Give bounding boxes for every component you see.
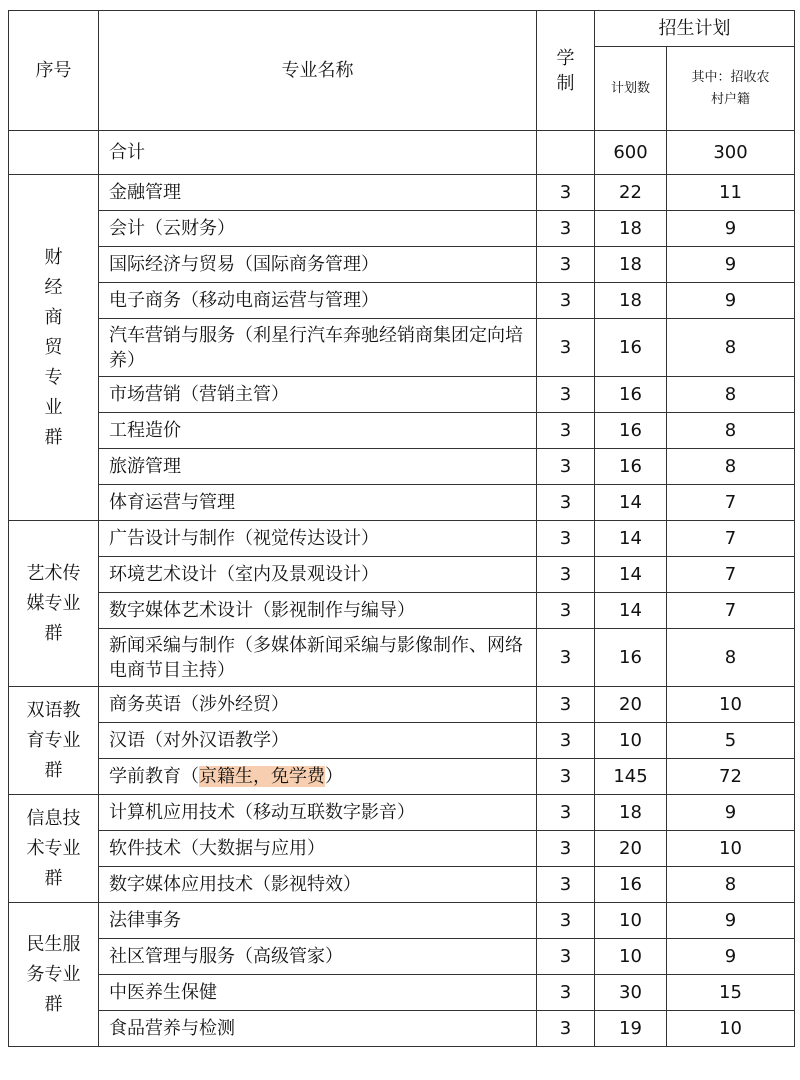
table-row (9, 975, 795, 1011)
major-name: 汽车营销与服务（利星行汽车奔驰经销商集团定向培养） (99, 319, 537, 377)
duration: 3 (537, 629, 595, 687)
major-name: 计算机应用技术（移动互联数字影音） (99, 795, 537, 831)
major-name: 市场营销（营销主管） (99, 377, 537, 413)
major-name: 商务英语（涉外经贸） (99, 687, 537, 723)
rural-count: 7 (667, 485, 795, 521)
duration: 3 (537, 939, 595, 975)
table-row (9, 867, 795, 903)
table-row (9, 377, 795, 413)
plan-count: 30 (595, 975, 667, 1011)
rural-count: 11 (667, 175, 795, 211)
plan-count: 10 (595, 903, 667, 939)
major-name: 社区管理与服务（高级管家） (99, 939, 537, 975)
table-row (9, 175, 795, 211)
table-row (9, 211, 795, 247)
duration: 3 (537, 377, 595, 413)
plan-count: 18 (595, 795, 667, 831)
rural-count: 8 (667, 867, 795, 903)
duration: 3 (537, 485, 595, 521)
plan-count: 16 (595, 377, 667, 413)
duration: 3 (537, 247, 595, 283)
table-row (9, 319, 795, 377)
major-name: 环境艺术设计（室内及景观设计） (99, 557, 537, 593)
highlighted-note: 京籍生，免学费 (199, 766, 325, 787)
duration: 3 (537, 593, 595, 629)
rural-count: 8 (667, 377, 795, 413)
table-row (9, 831, 795, 867)
plan-count: 20 (595, 687, 667, 723)
table-row (9, 903, 795, 939)
duration: 3 (537, 975, 595, 1011)
duration: 3 (537, 903, 595, 939)
duration: 3 (537, 283, 595, 319)
plan-count: 18 (595, 283, 667, 319)
plan-count: 19 (595, 1011, 667, 1047)
major-name: 旅游管理 (99, 449, 537, 485)
plan-count: 10 (595, 939, 667, 975)
header-duration: 学制 (537, 11, 595, 131)
total-plan: 600 (595, 131, 667, 175)
rural-count: 7 (667, 521, 795, 557)
table-row (9, 557, 795, 593)
plan-count: 16 (595, 449, 667, 485)
major-name: 新闻采编与制作（多媒体新闻采编与影像制作、网络电商节目主持） (99, 629, 537, 687)
rural-count: 8 (667, 319, 795, 377)
major-name: 体育运营与管理 (99, 485, 537, 521)
duration: 3 (537, 319, 595, 377)
major-name: 中医养生保健 (99, 975, 537, 1011)
plan-count: 20 (595, 831, 667, 867)
enrollment-plan-table-wrapper (8, 10, 795, 1047)
duration: 3 (537, 1011, 595, 1047)
plan-count: 16 (595, 413, 667, 449)
duration: 3 (537, 723, 595, 759)
total-label: 合计 (99, 131, 537, 175)
group-name: 双语教育专业群 (9, 687, 99, 795)
rural-count: 8 (667, 413, 795, 449)
major-name: 食品营养与检测 (99, 1011, 537, 1047)
rural-count: 9 (667, 211, 795, 247)
major-name: 数字媒体艺术设计（影视制作与编导） (99, 593, 537, 629)
table-body (9, 175, 795, 1047)
header-major-name: 专业名称 (99, 11, 537, 131)
duration: 3 (537, 831, 595, 867)
major-name: 数字媒体应用技术（影视特效） (99, 867, 537, 903)
table-row (9, 449, 795, 485)
major-name: 学前教育（京籍生，免学费） (99, 759, 537, 795)
major-name: 电子商务（移动电商运营与管理） (99, 283, 537, 319)
rural-count: 72 (667, 759, 795, 795)
rural-count: 8 (667, 629, 795, 687)
table-row (9, 283, 795, 319)
rural-count: 15 (667, 975, 795, 1011)
plan-count: 18 (595, 247, 667, 283)
major-name: 广告设计与制作（视觉传达设计） (99, 521, 537, 557)
major-name: 汉语（对外汉语教学） (99, 723, 537, 759)
rural-count: 9 (667, 939, 795, 975)
rural-count: 7 (667, 557, 795, 593)
rural-count: 9 (667, 903, 795, 939)
rural-count: 9 (667, 795, 795, 831)
header-rural: 其中：招收农村户籍 (667, 47, 795, 131)
table-row (9, 1011, 795, 1047)
header-plan: 招生计划 (595, 11, 795, 47)
enrollment-plan-table (8, 10, 795, 1047)
major-name: 法律事务 (99, 903, 537, 939)
table-row (9, 723, 795, 759)
major-name: 工程造价 (99, 413, 537, 449)
table-row (9, 687, 795, 723)
plan-count: 16 (595, 867, 667, 903)
group-name: 艺术传媒专业群 (9, 521, 99, 687)
total-duration-cell (537, 131, 595, 175)
duration: 3 (537, 175, 595, 211)
duration: 3 (537, 449, 595, 485)
table-row (9, 759, 795, 795)
rural-count: 9 (667, 283, 795, 319)
group-name: 信息技术专业群 (9, 795, 99, 903)
plan-count: 16 (595, 319, 667, 377)
duration: 3 (537, 759, 595, 795)
group-name: 财经商贸专业群 (9, 175, 99, 521)
total-seq-cell (9, 131, 99, 175)
rural-count: 8 (667, 449, 795, 485)
major-name: 软件技术（大数据与应用） (99, 831, 537, 867)
plan-count: 18 (595, 211, 667, 247)
plan-count: 14 (595, 557, 667, 593)
duration: 3 (537, 557, 595, 593)
header-seq: 序号 (9, 11, 99, 131)
rural-count: 10 (667, 687, 795, 723)
table-row (9, 521, 795, 557)
rural-count: 5 (667, 723, 795, 759)
table-row (9, 485, 795, 521)
group-name: 民生服务专业群 (9, 903, 99, 1047)
table-row (9, 795, 795, 831)
duration: 3 (537, 413, 595, 449)
table-row (9, 593, 795, 629)
table-row (9, 629, 795, 687)
rural-count: 9 (667, 247, 795, 283)
duration: 3 (537, 795, 595, 831)
duration: 3 (537, 687, 595, 723)
major-name: 会计（云财务） (99, 211, 537, 247)
plan-count: 145 (595, 759, 667, 795)
duration: 3 (537, 867, 595, 903)
table-row (9, 413, 795, 449)
plan-count: 22 (595, 175, 667, 211)
plan-count: 10 (595, 723, 667, 759)
plan-count: 14 (595, 593, 667, 629)
duration: 3 (537, 521, 595, 557)
table-row (9, 939, 795, 975)
plan-count: 16 (595, 629, 667, 687)
table-row (9, 247, 795, 283)
duration: 3 (537, 211, 595, 247)
plan-count: 14 (595, 485, 667, 521)
rural-count: 7 (667, 593, 795, 629)
rural-count: 10 (667, 1011, 795, 1047)
total-rural: 300 (667, 131, 795, 175)
plan-count: 14 (595, 521, 667, 557)
header-plan-count: 计划数 (595, 47, 667, 131)
major-name: 国际经济与贸易（国际商务管理） (99, 247, 537, 283)
major-name: 金融管理 (99, 175, 537, 211)
rural-count: 10 (667, 831, 795, 867)
